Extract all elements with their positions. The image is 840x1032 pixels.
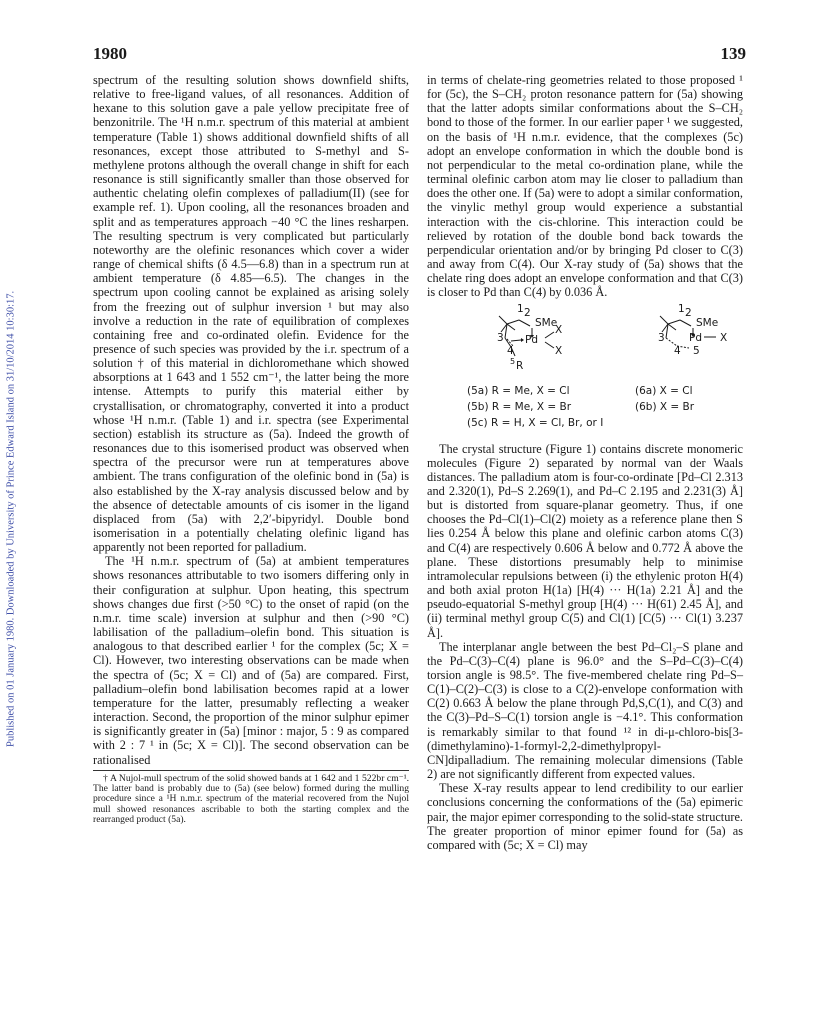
paragraph: These X-ray results appear to lend credibility to our earlier conclusions concerning the conformations of the (5a) epimeric pair, the major epimer corresponding to the solid-state structure. The greater proportion of minor epimer found for (5a) as compared with (5c; X = Cl) may: [427, 781, 743, 852]
paragraph: spectrum of the resulting solution shows downfield shifts, relative to free-ligand values, of all resonances. Addition of hexane to this solution gave a pale yellow precipitate free of benzonitrile. The ¹H n.m.r. spectrum of this material at ambient temperature (Table 1) shows additional downfield shifts of all resonances, except those attributed to S-methyl and S-methylene protons although the overall change in shift for each resonance is still significantly smaller than those observed for authentic chelating olefin complexes of palladium(II) (see for example ref. 1). Upon cooling, all the resonances broaden and split and as temperatures approach −40 °C the lines resharpen. The resulting spectrum is very complicated but particularly noteworthy are the olefinic resonances which cover a wider range of chemical shifts (δ 4.5—6.8) than in a spectrum run at ambient temperature (δ 4.85—6.5). The changes in the spectrum upon cooling cannot be explained as arising solely from the freezing out of sulphur inversion ¹ but may also involve a reduction in the rate of equilibration of complexes containing free and co-ordinated olefin. Evidence for the presence of such species was provided by the i.r. spectrum of a solution † of this material in dichloromethane which showed absorptions at 1 643 and 1 552 cm⁻¹, the latter being the more intense. Attempts to purify this material either by crystallisation, or chromatography, converted it into a product whose ¹H n.m.r. (Table 1) and i.r. spectra (see Experimental section) establish its structure as (5a). Indeed the growth of resonances due to this isomerised product was observed when spectra of the precursor were run at temperatures above ambient. The trans configuration of the olefinic bond in (5a) is also established by the X-ray analysis discussed below and by the absence of detectable amounts of cis isomer in the ligand displaced from (5a) with 2,2′-bipyridyl. Double bond isomerisation in a potentially chelating olefinic ligand has apparently not been reported for palladium.: [93, 73, 409, 555]
structure-scheme: [427, 304, 743, 432]
atom-number-5: 5: [693, 344, 700, 357]
paragraph: The ¹H n.m.r. spectrum of (5a) at ambient temperatures shows resonances attributable to two isomers differing only in their configuration at sulphur. Upon heating, this spectrum shows changes due first (>50 °C) to the onset of rapid (on the n.m.r. time scale) inversion at sulphur and then (>90 °C) labilisation of the palladium–olefin bond. This situation is analogous to that described earlier ¹ for the complex (5c; X = Cl). However, two interesting observations can be made when the spectra of (5c; X = Cl) and of (5a) are compared. First, palladium–olefin bond labilisation becomes rapid at a lower temperature for the latter, presumably reflecting a weaker interaction. Second, the proportion of the minor sulphur epimer is significantly greater in (5a) [minor : major, 5 : 9 as compared with 2 : 7 ¹ in (5c; X = Cl)]. The second observation can be rationalised: [93, 554, 409, 767]
paragraph: in terms of chelate-ring geometries related to those proposed ¹ for (5c), the S–CH₂ proton resonance pattern for (5a) showing that the latter adopts similar conformations about the S–CH₂ bond to those of the former. In our earlier paper ¹ we suggested, on the basis of ¹H n.m.r. evidence, that the complexes (5c) adopt an envelope conformation in which the double bond is not perpendicular to the metal co-ordination plane, while the terminal olefinic carbon atom may lie closer to palladium than does the other one. If (5a) were to adopt a similar conformation, the vinylic methyl group would experience a substantial interaction with the cis-chlorine. This interaction could be relieved by rotation of the double bond back towards the perpendicular orientation and/or by bringing Pd closer to C(3) and away from C(4). Our X-ray study of (5a) shows that the chelate ring does adopt an envelope conformation and that C(3) is closer to Pd than C(4) by 0.036 Å.: [427, 73, 743, 300]
paragraph: The crystal structure (Figure 1) contains discrete monomeric molecules (Figure 2) separated by normal van der Waals distances. The palladium atom is four-co-ordinate [Pd–Cl 2.313 and 2.320(1), Pd–S 2.269(1), and Pd–C 2.195 and 2.231(3) Å] but is distorted from square-planar geometry. Thus, if one chooses the Pd–Cl(1)–Cl(2) moiety as a reference plane then S lies 0.254 Å below this plane and olefinic carbon atoms C(3) and C(4) are respectively 0.606 Å below and 0.772 Å above the plane. These distortions presumably help to minimise intramolecular repulsions between (i) the ethylenic proton H(4) and both axial proton H(1a) [H(4) ··· H(1a) 2.21 Å] and the pseudo-equatorial S-methyl group [H(4) ··· H(61) 2.45 Å], and (ii) terminal methyl group C(5) and Cl(1) [C(5) ··· Cl(1) 3.237 Å].: [427, 441, 743, 640]
compound-caption: (5b) R = Me, X = Br: [467, 400, 572, 413]
atom-number-2: 2: [685, 306, 692, 319]
paragraph: The interplanar angle between the best Pd–Cl₂–S plane and the Pd–C(3)–C(4) plane is 96.0° and the S–Pd–C(3)–C(4) torsion angle is 98.5°. The five-membered chelate ring Pd–S–C(1)–C(2)–C(3) is close to a C(2)-envelope conformation with C(2) 0.663 Å below the plane through Pd,S,C(1), and C(3) and the C(3)–Pd–S–C(1) torsion angle is −4.1°. This conformation is remarkably similar to that found ¹² in di-μ-chloro-bis[3-(dimethylamino)-1-formyl-2,2-dimethylpropyl-CN]dipalladium. The remaining molecular dimensions (Table 2) are not significantly different from expected values.: [427, 639, 743, 782]
x-label: X: [555, 323, 563, 336]
right-column: [427, 73, 743, 852]
compound-caption: (6a) X = Cl: [635, 384, 693, 397]
download-notice: [2, 68, 20, 970]
left-column: [93, 73, 409, 826]
pd-label: Pd: [689, 331, 702, 344]
atom-number-1: 1: [678, 302, 685, 315]
atom-number-4: 4: [674, 344, 681, 357]
compound-caption: (5c) R = H, X = Cl, Br, or I: [467, 416, 604, 429]
atom-number-2: 2: [524, 306, 531, 319]
atom-number-3: 3: [497, 331, 504, 344]
x-label: X: [555, 344, 563, 357]
atom-number-3: 3: [658, 331, 665, 344]
footnote-text: † A Nujol-mull spectrum of the solid showed bands at 1 642 and 1 522br cm⁻¹. The latter band is probably due to (5a) (see below) formed during the mulling procedure since a ¹H n.m.r. spectrum of the material recovered from the Nujol mull showed resonances ascribable to both the starting complex and the rearranged product (5a).: [93, 772, 409, 826]
pd-label: Pd: [525, 333, 538, 346]
download-notice-text: Published on 01 January 1980. Downloaded by University of Prince Edward Island on 31/10/2014 10:30:17.: [5, 290, 17, 748]
compound-caption: (6b) X = Br: [635, 400, 695, 413]
atom-number-1: 1: [517, 302, 524, 315]
sme-label: SMe: [696, 316, 719, 329]
page-number: 139: [720, 44, 746, 63]
x-label: X: [720, 331, 728, 344]
footnote: [93, 770, 409, 826]
atom-number-5: 5: [510, 356, 516, 366]
atom-number-4: 4: [507, 344, 514, 357]
sme-label: SMe: [535, 316, 558, 329]
journal-year: 1980: [93, 44, 127, 63]
compound-caption: (5a) R = Me, X = Cl: [467, 384, 570, 397]
r-label: R: [516, 359, 524, 372]
